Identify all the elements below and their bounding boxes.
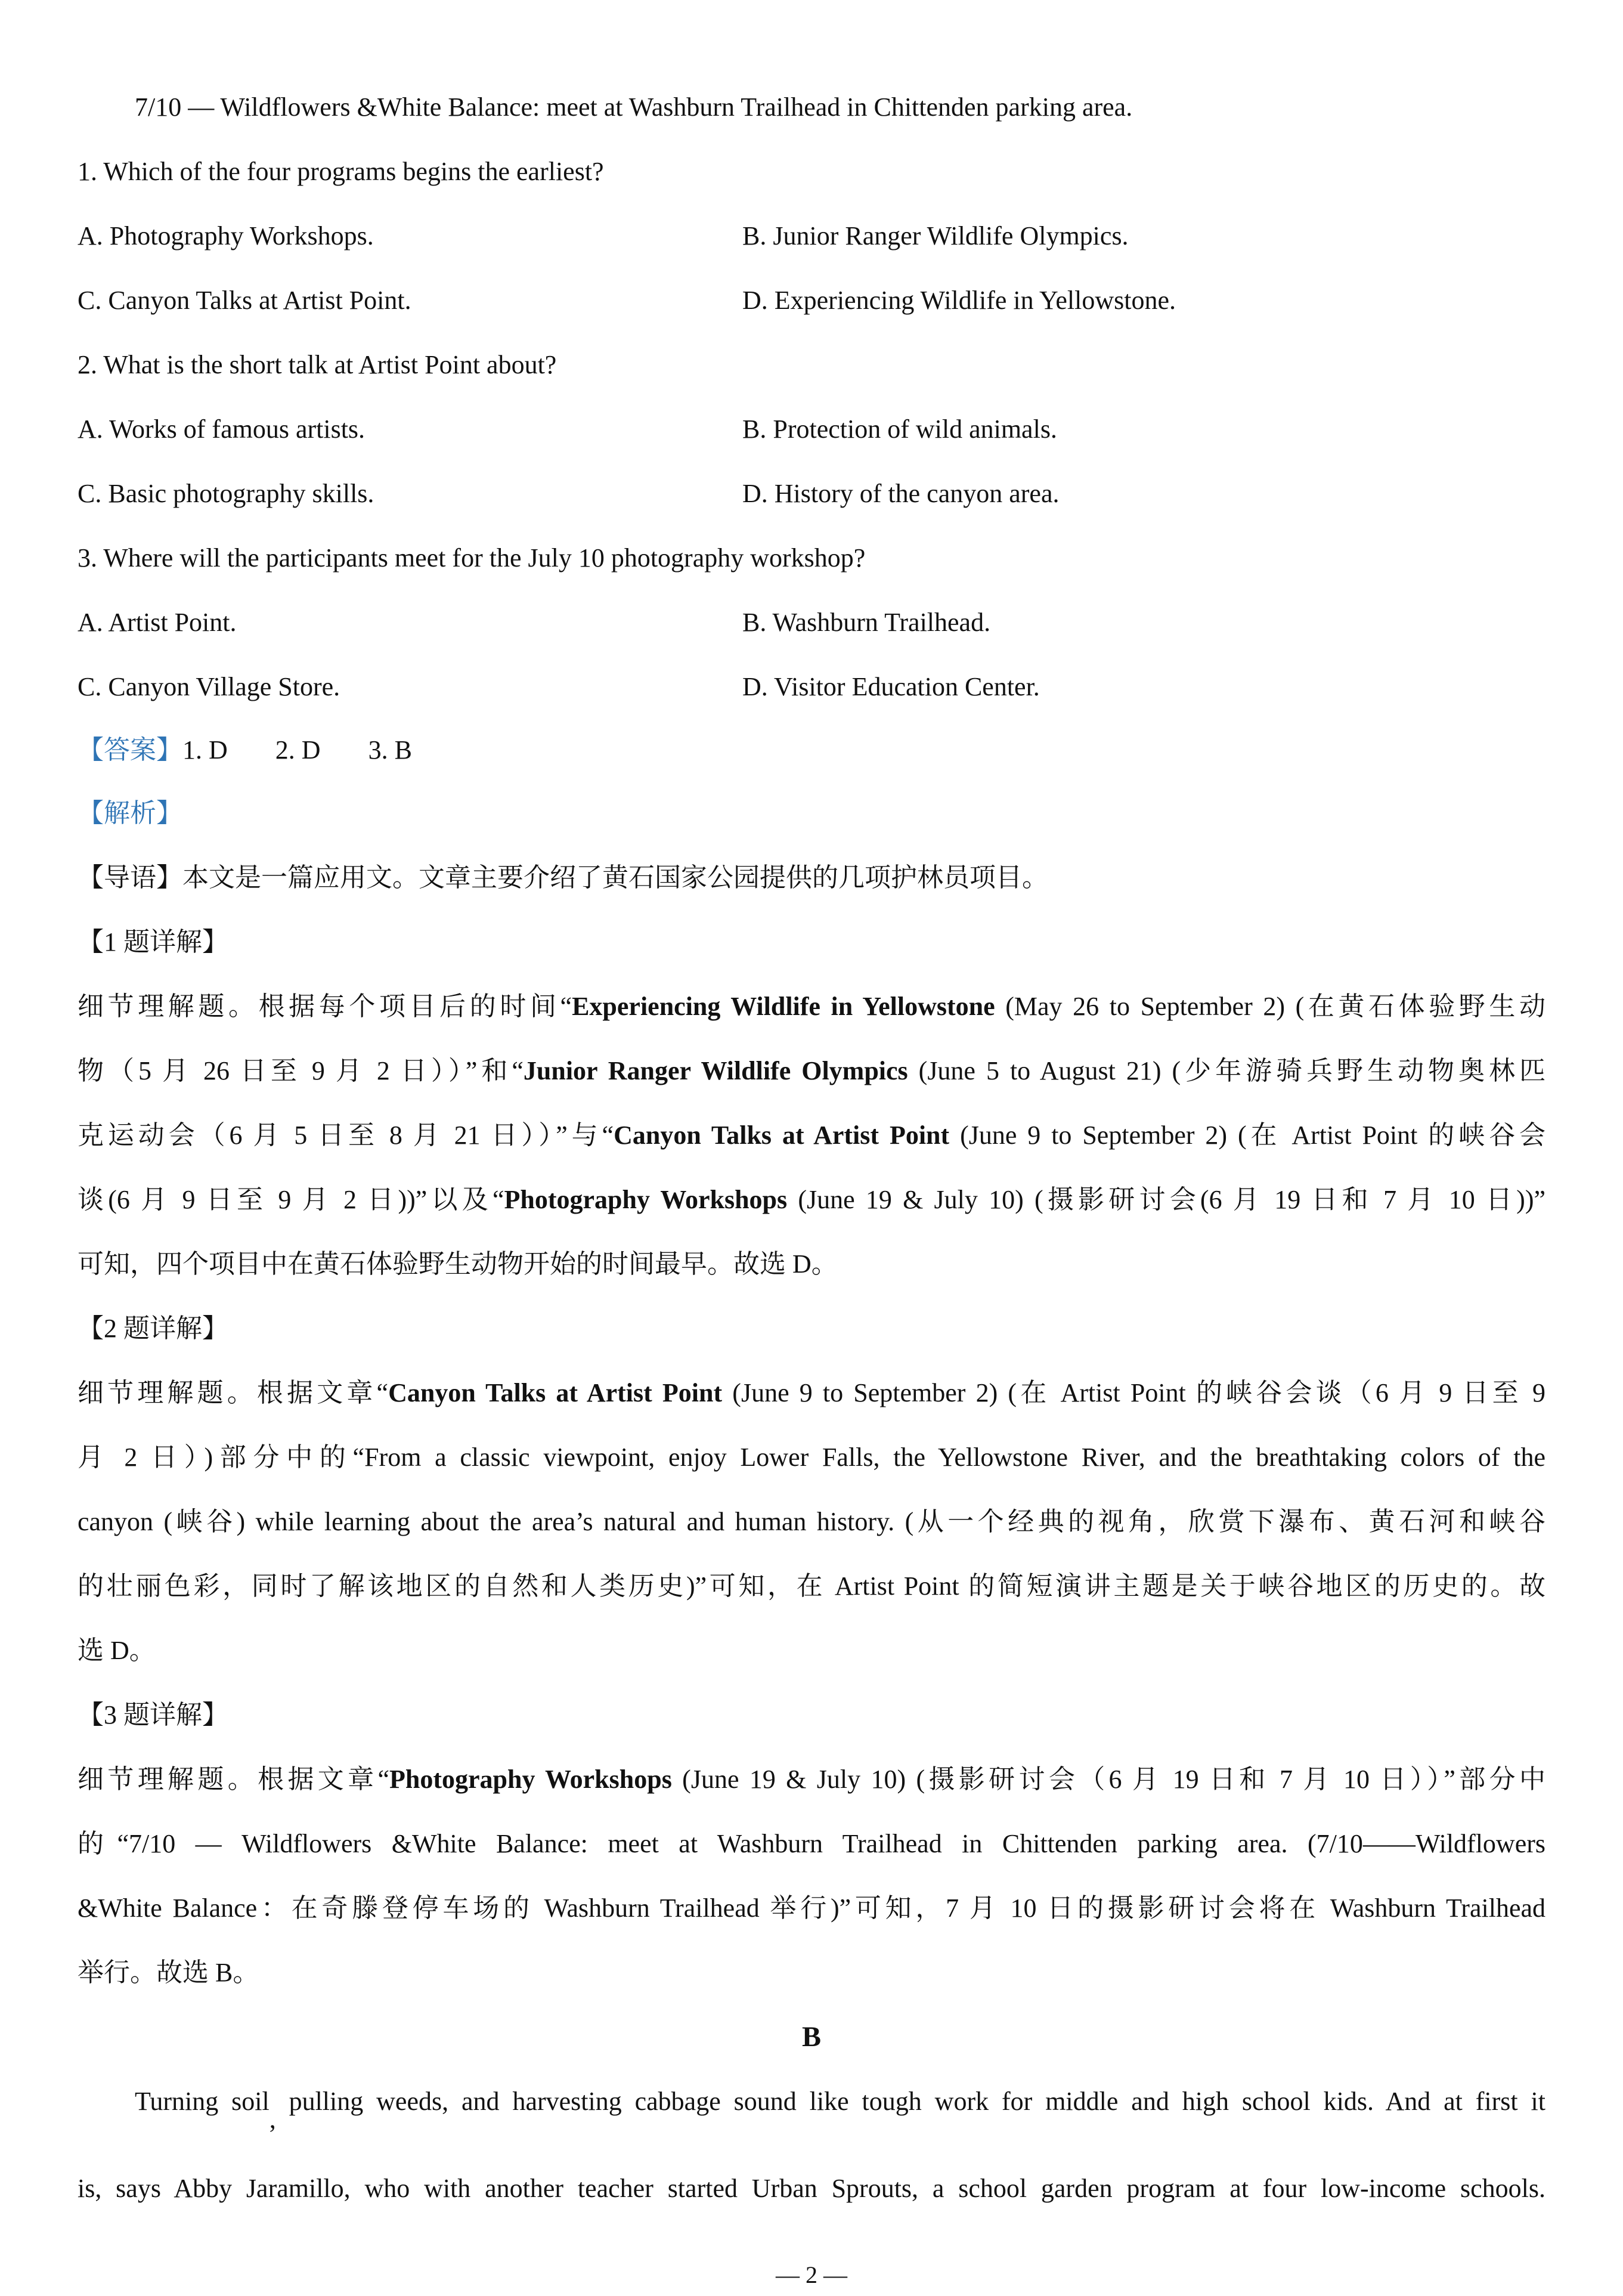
- q3-line-1: 细节理解题。根据文章“Photography Workshops (June 19 & July 10) (摄影研讨会（6 月 19 日和 7 月 10 日））”部分中: [78, 1765, 1546, 1794]
- answer-3: 3. B: [368, 735, 412, 765]
- q1-line-4: 谈(6 月 9 日至 9 月 2 日))”以及“Photography Workshops (June 19 & July 10) (摄影研讨会(6 月 19 日和 7 月 10 日))”: [78, 1185, 1546, 1214]
- option-c: C. Canyon Talks at Artist Point.: [78, 286, 411, 315]
- question-3-options-row-2: [78, 669, 1545, 705]
- q1-line-2: 物（5 月 26 日至 9 月 2 日））”和“Junior Ranger Wildlife Olympics (June 5 to August 21) (少年游骑兵野生动物奥林匹: [78, 1056, 1546, 1085]
- question-2-stem: 2. What is the short talk at Artist Point about?: [78, 350, 557, 379]
- q1-line-3: 克运动会（6 月 5 日至 8 月 21 日））”与“Canyon Talks at Artist Point (June 9 to September 2) (在 Artist Point 的峡谷会: [78, 1121, 1546, 1150]
- option-b: B. Junior Ranger Wildlife Olympics.: [742, 221, 1129, 250]
- q2-line-1: 细节理解题。根据文章“Canyon Talks at Artist Point (June 9 to September 2) (在 Artist Point 的峡谷会谈（6 月 9 日至 9: [78, 1378, 1545, 1407]
- q3-heading: 【3 题详解】: [78, 1700, 228, 1729]
- question-2-options-row-1: [78, 411, 1545, 447]
- q2-heading: 【2 题详解】: [78, 1314, 228, 1343]
- analysis-label: 【解析】: [78, 799, 182, 828]
- option-b: B. Protection of wild animals.: [742, 414, 1057, 444]
- q2-line-5: 选 D。: [78, 1636, 156, 1665]
- question-3-options-row-1: [78, 605, 1545, 640]
- intro-line: 【导语】本文是一篇应用文。文章主要介绍了黄石国家公园提供的几项护林员项目。: [78, 863, 1048, 892]
- question-3-stem: 3. Where will the participants meet for the July 10 photography workshop?: [78, 543, 866, 573]
- q2-line-2: 月 2 日）)部分中的“From a classic viewpoint, enjoy Lower Falls, the Yellowstone River, and the breathtaking colors of the: [78, 1443, 1545, 1472]
- question-1-options-row-2: [78, 283, 1545, 318]
- q1-line-1: 细节理解题。根据每个项目后的时间“Experiencing Wildlife in Yellowstone (May 26 to September 2) (在黄石体验野生动: [78, 992, 1546, 1021]
- answer-line: [78, 732, 1545, 768]
- q3-line-3: &White Balance：在奇滕登停车场的 Washburn Trailhead 举行)”可知，7 月 10 日的摄影研讨会将在 Washburn Trailhead: [78, 1893, 1545, 1923]
- q1-heading: 【1 题详解】: [78, 927, 228, 957]
- option-d: D. Experiencing Wildlife in Yellowstone.: [742, 286, 1176, 315]
- answer-2: 2. D: [275, 735, 321, 765]
- section-b-heading: B: [801, 2021, 821, 2053]
- q1-line-5: 可知，四个项目中在黄石体验野生动物开始的时间最早。故选 D。: [78, 1249, 838, 1279]
- option-b: B. Washburn Trailhead.: [742, 608, 991, 637]
- q2-line-3: canyon (峡谷) while learning about the area’s natural and human history. (从一个经典的视角，欣赏下瀑布、黄石河和峡谷: [78, 1507, 1545, 1536]
- question-1-options-row-1: [78, 218, 1545, 254]
- passage-line: 7/10 — Wildflowers &White Balance: meet at Washburn Trailhead in Chittenden parking area.: [135, 92, 1133, 122]
- option-a: A. Works of famous artists.: [78, 414, 366, 444]
- option-c: C. Basic photography skills.: [78, 479, 374, 508]
- option-c: C. Canyon Village Store.: [78, 672, 340, 701]
- question-1-stem: 1. Which of the four programs begins the earliest?: [78, 157, 604, 186]
- answer-1: 1. D: [182, 735, 228, 765]
- option-d: D. History of the canyon area.: [742, 479, 1060, 508]
- answer-label: 【答案】: [78, 735, 182, 765]
- q3-line-2: 的“7/10 — Wildflowers &White Balance: meet at Washburn Trailhead in Chittenden parking area. (7/10——Wildflowers: [78, 1829, 1545, 1858]
- option-a: A. Artist Point.: [78, 608, 237, 637]
- q3-line-4: 举行。故选 B。: [78, 1958, 259, 1987]
- section-b-paragraph-line-1: Turning soil, pulling weeds, and harvesting cabbage sound like tough work for middle and high school kids. And at first it: [135, 2087, 1546, 2134]
- page-number: — 2 —: [776, 2261, 847, 2288]
- question-2-options-row-2: [78, 476, 1545, 512]
- option-d: D. Visitor Education Center.: [742, 672, 1040, 701]
- option-a: A. Photography Workshops.: [78, 221, 374, 250]
- section-b-paragraph-line-2: is, says Abby Jaramillo, who with another teacher started Urban Sprouts, a school garden program at four low-income schools.: [78, 2174, 1545, 2203]
- q2-line-4: 的壮丽色彩，同时了解该地区的自然和人类历史)”可知，在 Artist Point 的简短演讲主题是关于峡谷地区的历史的。故: [78, 1571, 1545, 1601]
